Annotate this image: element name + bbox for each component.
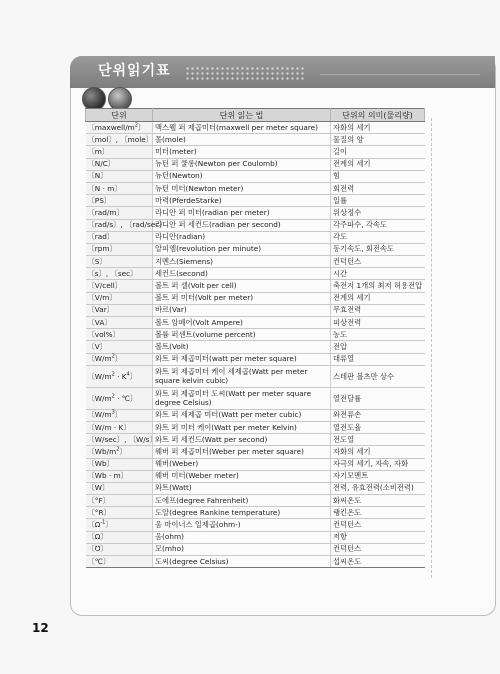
meaning-cell: 동기속도, 회전속도 bbox=[331, 243, 425, 255]
table-row bbox=[86, 446, 425, 458]
reading-cell: 맥스웰 퍼 제곱미터(maxwell per meter square) bbox=[153, 122, 331, 134]
table-row bbox=[86, 256, 425, 268]
unit-cell: 〔m〕 bbox=[86, 146, 153, 158]
table-row bbox=[86, 507, 425, 519]
meaning-cell: 컨덕턴스 bbox=[331, 543, 425, 555]
unit-cell: 〔S〕 bbox=[86, 256, 153, 268]
reading-cell: 웨버(Weber) bbox=[153, 458, 331, 470]
reading-cell: 라디안(radian) bbox=[153, 231, 331, 243]
unit-cell: 〔$Wb/m^2$〕 bbox=[86, 446, 153, 458]
unit-cell: 〔rad/m〕 bbox=[86, 207, 153, 219]
meaning-cell: 전력, 유효전력(소비전력) bbox=[331, 482, 425, 494]
unit-cell: 〔W/sec〕, 〔W/s〕 bbox=[86, 434, 153, 446]
unit-cell: 〔rad〕 bbox=[86, 231, 153, 243]
table-header-row bbox=[86, 109, 425, 122]
section-title: 단위읽기표 bbox=[98, 63, 171, 79]
meaning-cell: 각주파수, 각속도 bbox=[331, 219, 425, 231]
header-divider bbox=[320, 74, 480, 75]
meaning-cell: 열전도율 bbox=[331, 421, 425, 433]
meaning-cell: 피상전력 bbox=[331, 317, 425, 329]
table-row bbox=[86, 243, 425, 255]
unit-cell: 〔Wb〕 bbox=[86, 458, 153, 470]
reading-cell: 볼륨 퍼센트(volume percent) bbox=[153, 329, 331, 341]
meaning-cell: 위상정수 bbox=[331, 207, 425, 219]
unit-cell: 〔℃〕 bbox=[86, 556, 153, 568]
meaning-cell: 스테판 볼츠만 상수 bbox=[331, 365, 425, 387]
reading-cell: 미터(meter) bbox=[153, 146, 331, 158]
page-number: 12 bbox=[32, 621, 49, 635]
meaning-cell: 힘 bbox=[331, 170, 425, 182]
unit-reading-table bbox=[85, 108, 425, 568]
unit-cell: 〔mol〕, 〔mole〕 bbox=[86, 134, 153, 146]
table-row bbox=[86, 292, 425, 304]
table-row bbox=[86, 195, 425, 207]
reading-cell: 와트(Watt) bbox=[153, 482, 331, 494]
reading-cell: 도씨(degree Celsius) bbox=[153, 556, 331, 568]
table-row bbox=[86, 434, 425, 446]
meaning-cell: 농도 bbox=[331, 329, 425, 341]
unit-cell: 〔$W/m^2$ · ℃〕 bbox=[86, 387, 153, 409]
reading-cell: 모(mho) bbox=[153, 543, 331, 555]
unit-cell: 〔vol%〕 bbox=[86, 329, 153, 341]
reading-cell: 웨버 퍼 제곱미터(Weber per meter square) bbox=[153, 446, 331, 458]
meaning-cell: 시간 bbox=[331, 268, 425, 280]
meaning-cell: 전계의 세기 bbox=[331, 292, 425, 304]
reading-cell: 와트 퍼 세컨드(Watt per second) bbox=[153, 434, 331, 446]
reading-cell: 와트 퍼 제곱미터 케이 세제곱(Watt per meter square kelvin cubic) bbox=[153, 365, 331, 387]
reading-cell: 알피엠(revolution per minute) bbox=[153, 243, 331, 255]
unit-cell: 〔s〕, 〔sec〕 bbox=[86, 268, 153, 280]
unit-cell: 〔Var〕 bbox=[86, 304, 153, 316]
reading-cell: 웨버 미터(Weber meter) bbox=[153, 470, 331, 482]
table-row bbox=[86, 182, 425, 194]
unit-cell: 〔V/cell〕 bbox=[86, 280, 153, 292]
table-row bbox=[86, 304, 425, 316]
meaning-cell: 무효전력 bbox=[331, 304, 425, 316]
table-row bbox=[86, 495, 425, 507]
reading-cell: 볼트 암페어(Volt Ampere) bbox=[153, 317, 331, 329]
unit-cell: 〔℧〕 bbox=[86, 543, 153, 555]
meaning-cell: 저항 bbox=[331, 531, 425, 543]
meaning-cell: 회전력 bbox=[331, 182, 425, 194]
meaning-cell: 자기모멘트 bbox=[331, 470, 425, 482]
table-row bbox=[86, 543, 425, 555]
column-header-reading: 단위 읽는 법 bbox=[153, 109, 331, 122]
meaning-cell: 전계의 세기 bbox=[331, 158, 425, 170]
meaning-cell: 컨덕턴스 bbox=[331, 519, 425, 531]
unit-cell: 〔V/m〕 bbox=[86, 292, 153, 304]
margin-dashed-line bbox=[431, 118, 432, 578]
reading-cell: 도알(degree Rankine temperature) bbox=[153, 507, 331, 519]
table-row bbox=[86, 122, 425, 134]
reading-cell: 라디안 퍼 미터(radian per meter) bbox=[153, 207, 331, 219]
unit-cell: 〔N〕 bbox=[86, 170, 153, 182]
meaning-cell: 일률 bbox=[331, 195, 425, 207]
table-row bbox=[86, 219, 425, 231]
meaning-cell: 열전달률 bbox=[331, 387, 425, 409]
reading-cell: 마력(PferdeStarke) bbox=[153, 195, 331, 207]
reading-cell: 옴 마이너스 일제곱(ohm-) bbox=[153, 519, 331, 531]
table-row bbox=[86, 329, 425, 341]
meaning-cell: 자극의 세기, 자속, 자화 bbox=[331, 458, 425, 470]
reading-cell: 와트 퍼 세제곱 미터(Watt per meter cubic) bbox=[153, 409, 331, 421]
table-row bbox=[86, 458, 425, 470]
unit-cell: 〔VA〕 bbox=[86, 317, 153, 329]
table-row bbox=[86, 317, 425, 329]
reading-cell: 와트 퍼 제곱미터(watt per meter square) bbox=[153, 353, 331, 365]
meaning-cell: 전압 bbox=[331, 341, 425, 353]
table-row bbox=[86, 531, 425, 543]
reading-cell: 몰(mole) bbox=[153, 134, 331, 146]
meaning-cell: 컨덕턴스 bbox=[331, 256, 425, 268]
table-row bbox=[86, 470, 425, 482]
table-row bbox=[86, 170, 425, 182]
unit-cell: 〔V〕 bbox=[86, 341, 153, 353]
unit-cell: 〔W〕 bbox=[86, 482, 153, 494]
reading-cell: 볼트(Volt) bbox=[153, 341, 331, 353]
unit-cell: 〔W/m · K〕 bbox=[86, 421, 153, 433]
table-row bbox=[86, 341, 425, 353]
meaning-cell: 대류열 bbox=[331, 353, 425, 365]
table-row bbox=[86, 268, 425, 280]
unit-cell: 〔N · m〕 bbox=[86, 182, 153, 194]
unit-cell: 〔$W/m^2 \cdot K^4$〕 bbox=[86, 365, 153, 387]
table-row bbox=[86, 280, 425, 292]
reading-cell: 세컨드(second) bbox=[153, 268, 331, 280]
reading-cell: 지멘스(Siemens) bbox=[153, 256, 331, 268]
reading-cell: 뉴턴 미터(Newton meter) bbox=[153, 182, 331, 194]
meaning-cell: 랭킨온도 bbox=[331, 507, 425, 519]
table-row bbox=[86, 409, 425, 421]
table-row bbox=[86, 365, 425, 387]
unit-cell: 〔$\Omega^{-1}$〕 bbox=[86, 519, 153, 531]
reading-cell: 와트 퍼 제곱미터 도씨(Watt per meter square degree Celsius) bbox=[153, 387, 331, 409]
column-header-unit: 단위 bbox=[86, 109, 153, 122]
table-row bbox=[86, 387, 425, 409]
unit-cell: 〔maxwell/$m^2$〕 bbox=[86, 122, 153, 134]
meaning-cell: 물질의 양 bbox=[331, 134, 425, 146]
meaning-cell: 각도 bbox=[331, 231, 425, 243]
table-row bbox=[86, 207, 425, 219]
unit-cell: 〔°F〕 bbox=[86, 495, 153, 507]
unit-cell: 〔Wb · m〕 bbox=[86, 470, 153, 482]
table-row bbox=[86, 482, 425, 494]
meaning-cell: 섭씨온도 bbox=[331, 556, 425, 568]
unit-cell: 〔$W/m^3$〕 bbox=[86, 409, 153, 421]
table-row bbox=[86, 158, 425, 170]
reading-cell: 도에프(degree Fahrenheit) bbox=[153, 495, 331, 507]
table-row bbox=[86, 353, 425, 365]
meaning-cell: 와전류손 bbox=[331, 409, 425, 421]
unit-cell: 〔N/C〕 bbox=[86, 158, 153, 170]
meaning-cell: 축전지 1개의 최저 허용전압 bbox=[331, 280, 425, 292]
unit-cell: 〔PS〕 bbox=[86, 195, 153, 207]
unit-cell: 〔Ω〕 bbox=[86, 531, 153, 543]
reading-cell: 와트 퍼 미터 케이(Watt per meter Kelvin) bbox=[153, 421, 331, 433]
table-row bbox=[86, 519, 425, 531]
reading-cell: 볼트 퍼 미터(Volt per meter) bbox=[153, 292, 331, 304]
reading-cell: 볼트 퍼 셀(Volt per cell) bbox=[153, 280, 331, 292]
table-row bbox=[86, 146, 425, 158]
reading-cell: 옴(ohm) bbox=[153, 531, 331, 543]
table-row bbox=[86, 421, 425, 433]
unit-cell: 〔$W/m^2$〕 bbox=[86, 353, 153, 365]
table-row bbox=[86, 231, 425, 243]
meaning-cell: 자화의 세기 bbox=[331, 122, 425, 134]
meaning-cell: 자화의 세기 bbox=[331, 446, 425, 458]
unit-cell: 〔rpm〕 bbox=[86, 243, 153, 255]
table-row bbox=[86, 134, 425, 146]
column-header-meaning: 단위의 의미(물리량) bbox=[331, 109, 425, 122]
meaning-cell: 전도열 bbox=[331, 434, 425, 446]
meaning-cell: 길이 bbox=[331, 146, 425, 158]
header-dot-pattern bbox=[185, 66, 305, 80]
unit-cell: 〔°R〕 bbox=[86, 507, 153, 519]
reading-cell: 바르(Var) bbox=[153, 304, 331, 316]
reading-cell: 뉴턴 퍼 쿨롱(Newton per Coulomb) bbox=[153, 158, 331, 170]
reading-cell: 뉴턴(Newton) bbox=[153, 170, 331, 182]
meaning-cell: 화씨온도 bbox=[331, 495, 425, 507]
table-row bbox=[86, 556, 425, 568]
table-body bbox=[86, 122, 425, 568]
unit-cell: 〔rad/s〕, 〔rad/sec〕 bbox=[86, 219, 153, 231]
reading-cell: 라디안 퍼 세컨드(radian per second) bbox=[153, 219, 331, 231]
